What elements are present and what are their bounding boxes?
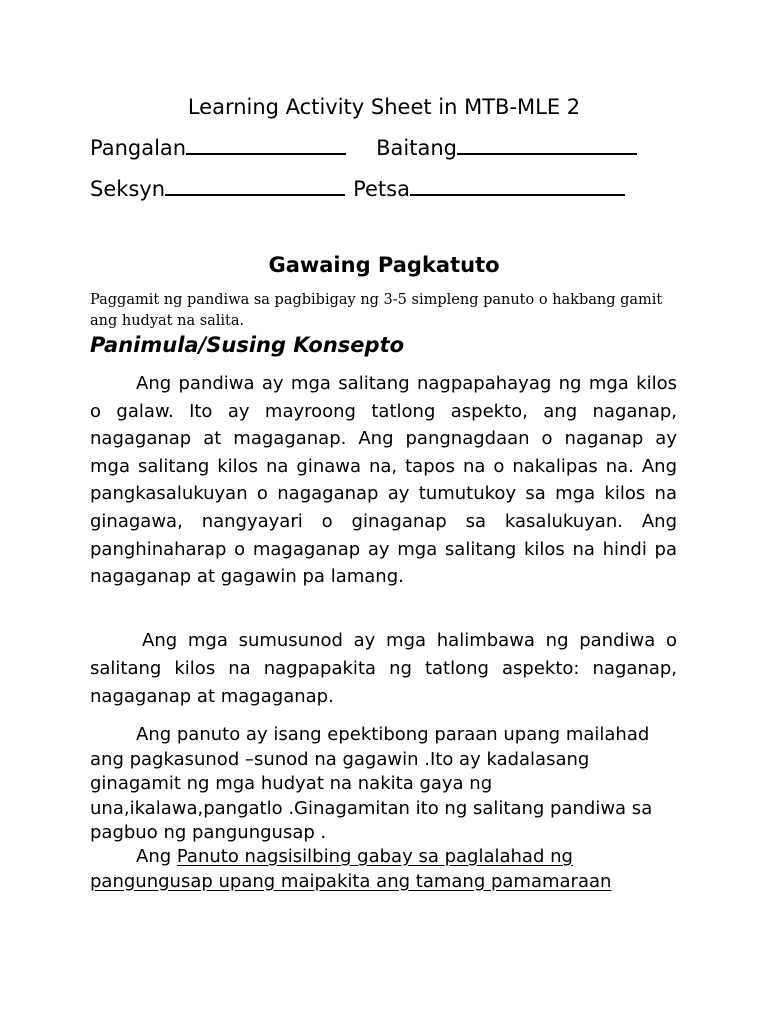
concept-paragraph-1: Ang pandiwa ay mga salitang nagpapahayag ng mga kilos o galaw. Ito ay mayroong tatlong aspekto, ang naganap, nagaganap at magaganap. Ang pangnagdaan o naganap ay mga salitang kilos na ginawa na, tapos na o nakalipas na. Ang pangkasalukuyan o nagaganap ay tumutukoy sa mga kilos na ginagawa, nangyayari o ginaganap sa kasalukuyan. Ang panghinaharap o magaganap ay mga salitang kilos na hindi pa nagaganap at gagawin pa lamang. bbox=[90, 373, 677, 588]
paragraph-4-lead: Ang bbox=[136, 846, 177, 867]
concept-paragraph-3: Ang panuto ay isang epektibong paraan upang mailahad ang pagkasunod –sunod na gagawin .Ito ay kadalasang ginagamit ng mga hudyat na nakita gaya ng una,ikalawa,pangatlo .Ginagamitan ito ng salitang pandiwa sa pagbuo ng pangungusap . bbox=[90, 724, 653, 843]
name-label: Pangalan bbox=[90, 136, 187, 160]
section-label: Seksyn bbox=[90, 177, 166, 201]
grade-label: Baitang bbox=[376, 136, 457, 160]
date-label: Petsa bbox=[353, 177, 410, 201]
section-date-row bbox=[90, 174, 625, 203]
name-blank[interactable] bbox=[186, 133, 346, 155]
grade-blank[interactable] bbox=[457, 133, 637, 155]
concept-paragraph-4 bbox=[90, 845, 690, 894]
name-grade-row bbox=[90, 133, 637, 162]
activity-heading: Gawaing Pagkatuto bbox=[268, 253, 500, 277]
section-blank[interactable] bbox=[165, 174, 345, 196]
sheet-title: Learning Activity Sheet in MTB-MLE 2 bbox=[187, 95, 581, 119]
date-blank[interactable] bbox=[410, 174, 625, 196]
paragraph-4-underlined-text: Panuto nagsisilbing gabay sa paglalahad ng pangungusap upang maipakita ang tamang pamamaraan bbox=[90, 846, 612, 892]
concept-paragraph-2: Ang mga sumusunod ay mga halimbawa ng pandiwa o salitang kilos na nagpapakita ng tatlong aspekto: naganap, nagaganap at magaganap. bbox=[90, 630, 677, 707]
concept-heading: Panimula/Susing Konsepto bbox=[90, 333, 405, 357]
activity-objective: Paggamit ng pandiwa sa pagbibigay ng 3-5 simpleng panuto o hakbang gamit ang hudyat na salita. bbox=[90, 292, 663, 329]
